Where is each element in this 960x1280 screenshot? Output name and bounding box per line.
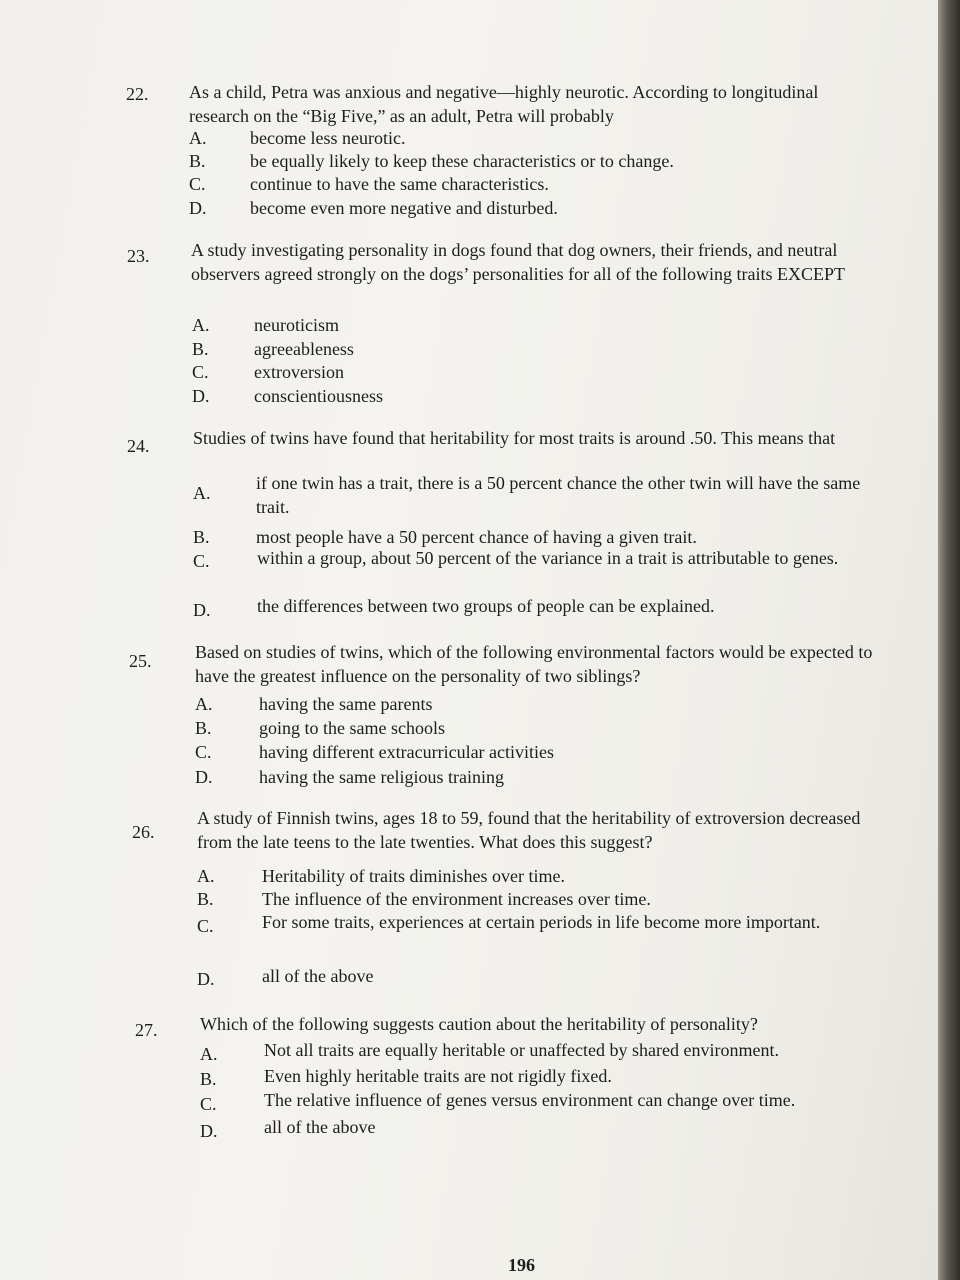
option-letter: C. — [189, 174, 206, 194]
question-number: 26. — [132, 822, 155, 842]
option-text: neuroticism — [254, 315, 339, 335]
option-text: Heritability of traits diminishes over time. — [262, 866, 565, 886]
option-text: become even more negative and disturbed. — [250, 198, 558, 218]
option-text: if one twin has a trait, there is a 50 percent chance the other twin will have the same trait. — [256, 473, 861, 517]
option-letter: D. — [195, 767, 213, 787]
option-text: within a group, about 50 percent of the variance in a trait is attributable to genes. — [257, 548, 839, 568]
option-letter: C. — [192, 362, 209, 382]
option-letter: B. — [193, 527, 210, 547]
question-number: 24. — [127, 436, 150, 456]
option-letter: B. — [200, 1069, 217, 1089]
option-letter: B. — [195, 718, 212, 738]
option-letter: A. — [192, 315, 210, 335]
option-text: Not all traits are equally heritable or unaffected by shared environment. — [264, 1040, 779, 1060]
option-text: having different extracurricular activities — [259, 742, 555, 762]
option-text: conscientiousness — [254, 386, 383, 406]
question-stem: Which of the following suggests caution about the heritability of personality? — [200, 1014, 758, 1034]
option-letter: A. — [189, 128, 207, 148]
option-letter: D. — [197, 969, 215, 989]
page-number: 196 — [508, 1255, 535, 1275]
option-text: Even highly heritable traits are not rigidly fixed. — [264, 1066, 612, 1086]
option-text: be equally likely to keep these characteristics or to change. — [250, 151, 674, 171]
background-surface — [938, 0, 960, 1280]
option-letter: D. — [193, 600, 211, 620]
question-stem: Studies of twins have found that heritability for most traits is around .50. This means that — [193, 428, 836, 448]
option-text: going to the same schools — [259, 718, 445, 738]
question-number: 23. — [127, 246, 150, 266]
question-stem: A study investigating personality in dogs found that dog owners, their friends, and neutral observers agreed strongly on the dogs’ personalities for all of the following traits EXCEPT — [191, 240, 846, 284]
option-text: extroversion — [254, 362, 344, 382]
option-text: all of the above — [264, 1117, 376, 1137]
option-letter: C. — [197, 916, 214, 936]
option-text: the differences between two groups of people can be explained. — [257, 596, 715, 616]
option-text: most people have a 50 percent chance of having a given trait. — [256, 527, 697, 547]
option-letter: B. — [197, 889, 214, 909]
option-text: continue to have the same characteristics. — [250, 174, 549, 194]
option-text: The influence of the environment increases over time. — [262, 889, 651, 909]
option-letter: A. — [200, 1044, 218, 1064]
question-stem: Based on studies of twins, which of the following environmental factors would be expected to have the greatest influence on the personality of two siblings? — [195, 642, 873, 686]
option-letter: A. — [195, 694, 213, 714]
question-stem: As a child, Petra was anxious and negative—highly neurotic. According to longitudinal research on the “Big Five,” as an adult, Petra will probably — [189, 82, 819, 126]
option-letter: C. — [193, 551, 210, 571]
option-text: having the same parents — [259, 694, 433, 714]
question-number: 27. — [135, 1020, 158, 1040]
option-letter: B. — [189, 151, 206, 171]
option-letter: B. — [192, 339, 209, 359]
option-letter: D. — [189, 198, 207, 218]
option-text: For some traits, experiences at certain periods in life become more important. — [262, 912, 821, 932]
question-number: 25. — [129, 651, 152, 671]
option-text: all of the above — [262, 966, 374, 986]
option-letter: D. — [200, 1121, 218, 1141]
option-text: The relative influence of genes versus environment can change over time. — [264, 1090, 796, 1110]
option-text: having the same religious training — [259, 767, 504, 787]
question-stem: A study of Finnish twins, ages 18 to 59, found that the heritability of extroversion decreased from the late teens to the late twenties. What does this suggest? — [197, 808, 861, 852]
option-letter: A. — [193, 483, 211, 503]
option-letter: A. — [197, 866, 215, 886]
option-letter: D. — [192, 386, 210, 406]
option-letter: C. — [195, 742, 212, 762]
option-text: agreeableness — [254, 339, 354, 359]
option-text: become less neurotic. — [250, 128, 406, 148]
question-number: 22. — [126, 84, 149, 104]
option-letter: C. — [200, 1094, 217, 1114]
